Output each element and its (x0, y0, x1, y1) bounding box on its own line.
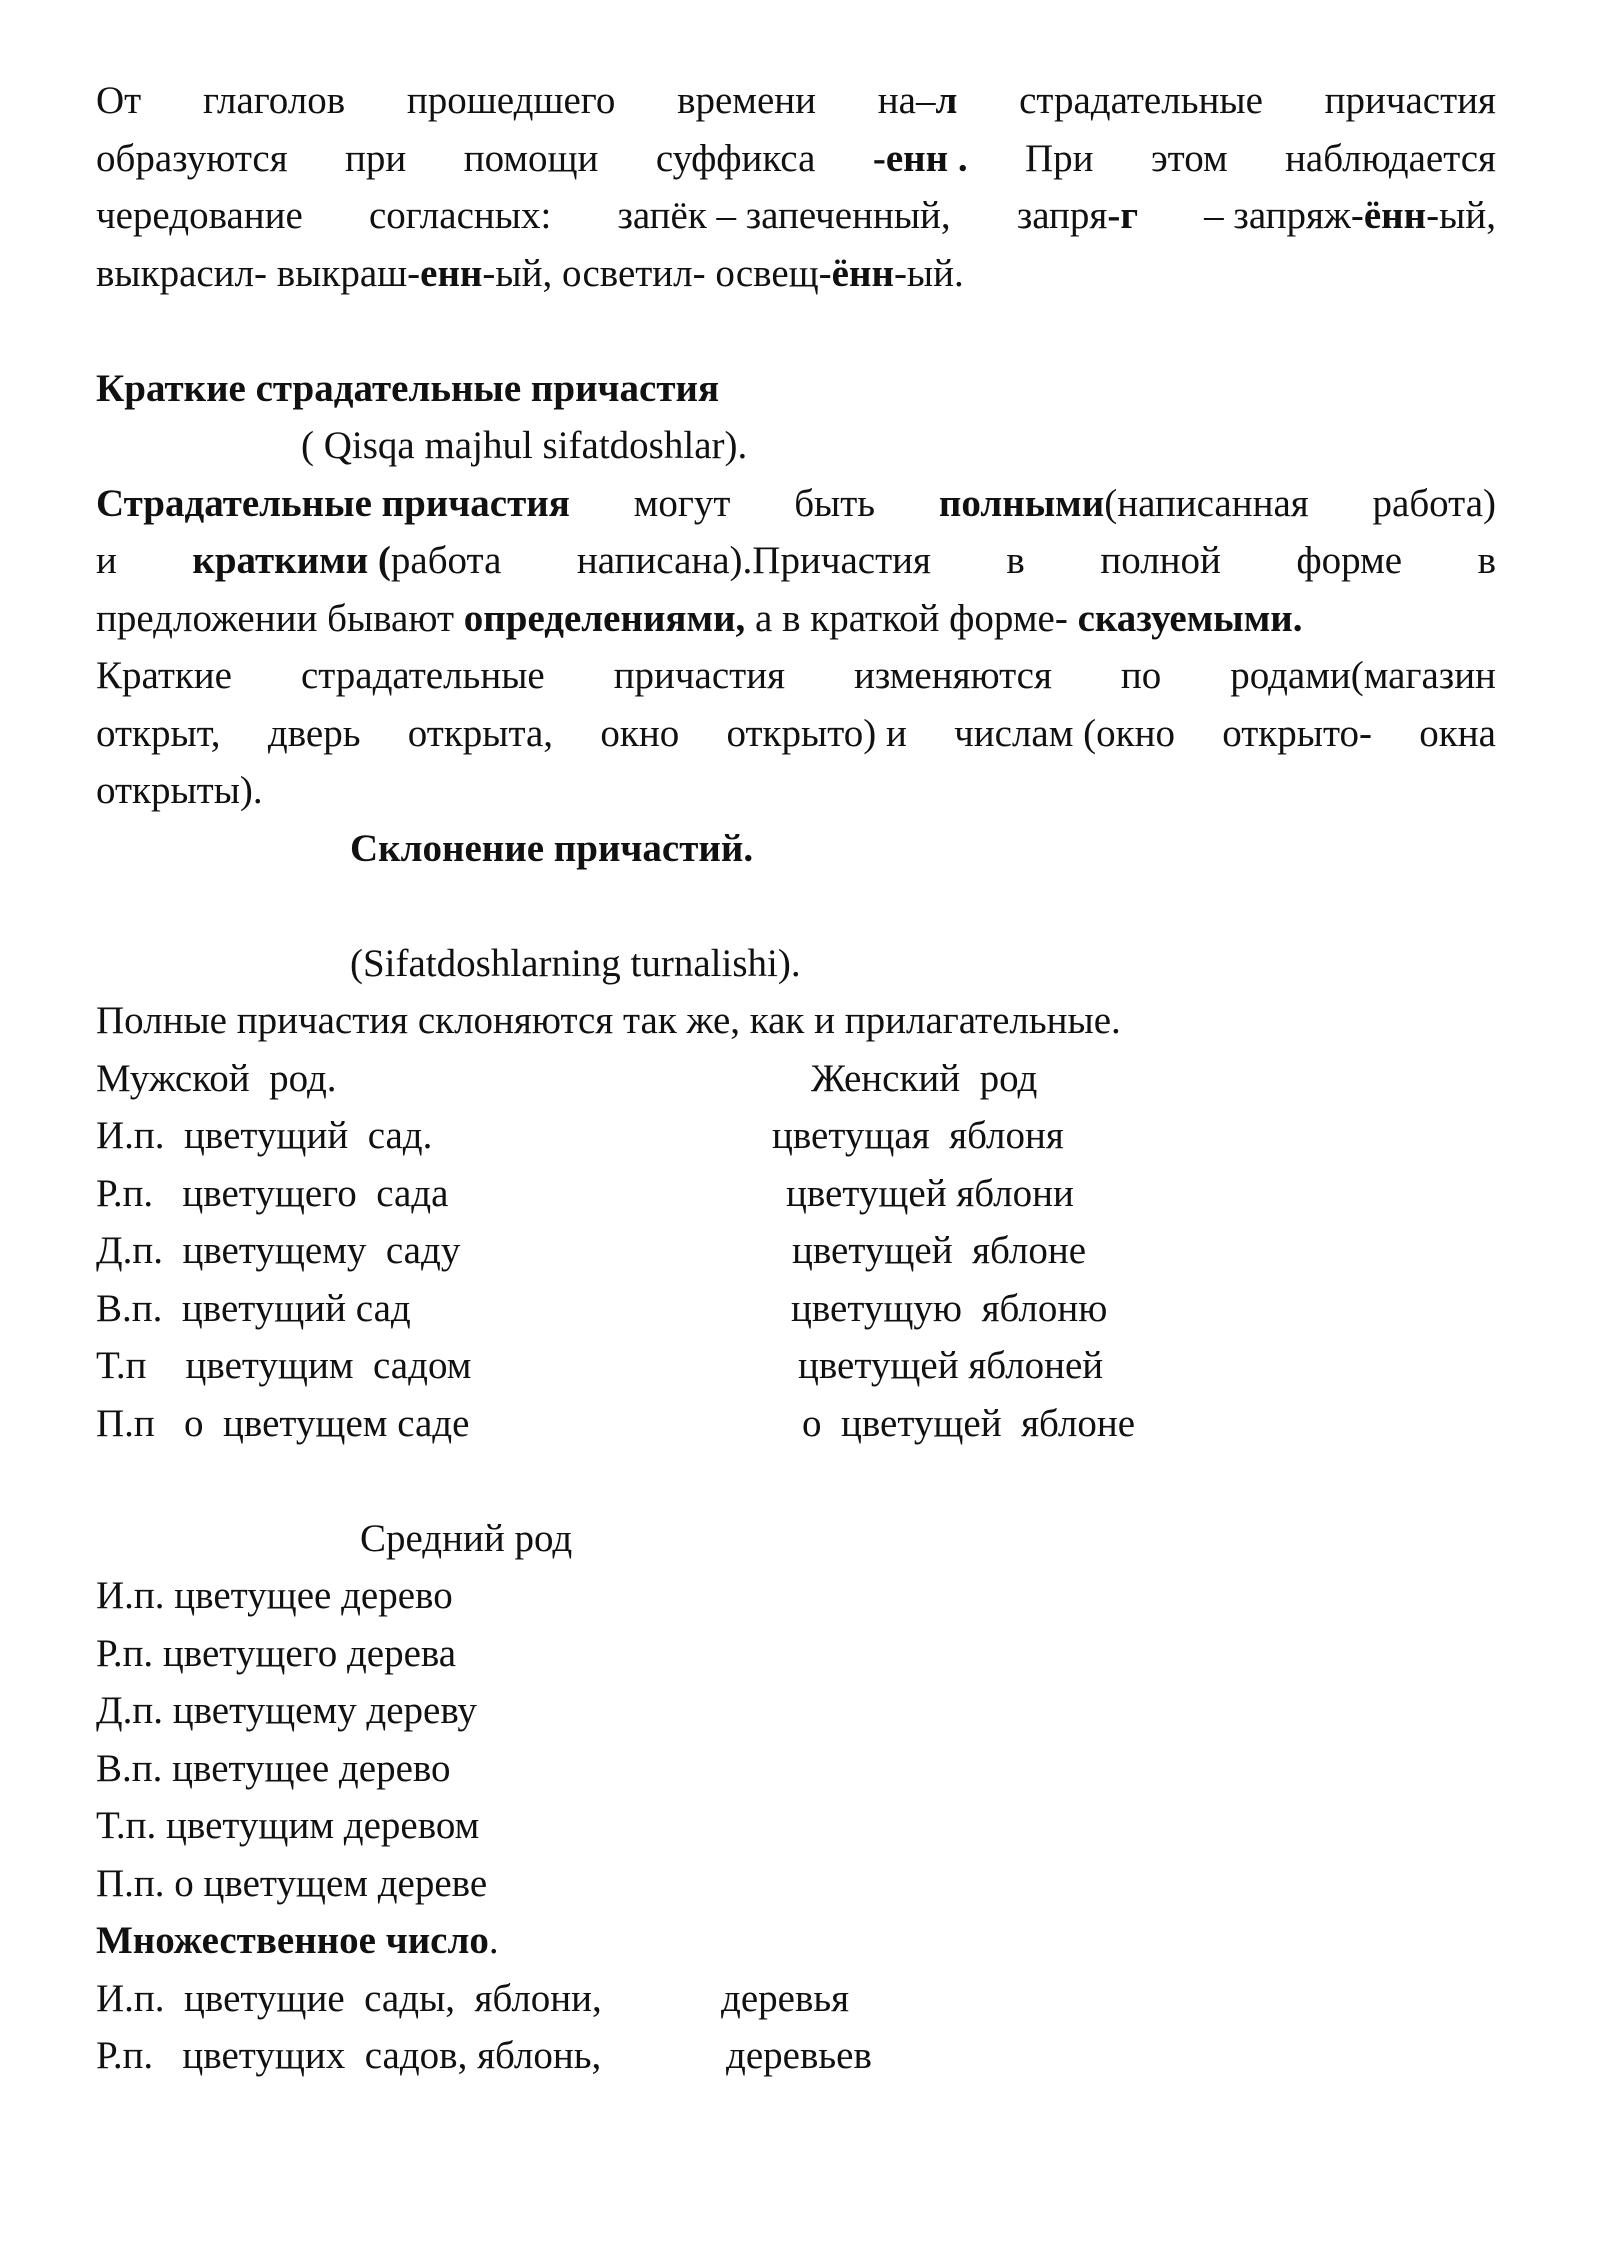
para2-line-1 (96, 647, 1496, 705)
text: наблюдается (1285, 136, 1496, 180)
text: числам (окно (954, 711, 1175, 755)
text: окно (600, 711, 680, 755)
text: времени (677, 79, 817, 122)
table-row (96, 1395, 1496, 1453)
section-subtitle: (Sifatdoshlarning turnalishi). (350, 941, 801, 985)
neuter-form: И.п. цветущее дерево (96, 1574, 453, 1617)
text: окна (1419, 711, 1496, 755)
neuter-form: Т.п. цветущим деревом (96, 1804, 480, 1847)
text: дверь (267, 711, 361, 755)
masculine-form: Т.п цветущим садом (96, 1344, 472, 1387)
intro-line-4: выкрасил- выкраш-енн-ый, осветил- освещ-ённ-ый. (96, 251, 964, 295)
gender-headers (96, 1050, 1496, 1108)
plural-form: И.п. цветущие сады, яблони, (96, 1976, 602, 2020)
declension-intro: Полные причастия склоняются так же, как и прилагательные. (96, 999, 1121, 1042)
text: страдательные (300, 654, 545, 697)
text: – запряж-ённ-ый, (1204, 194, 1496, 237)
feminine-header: Женский род (811, 1056, 1038, 1100)
text: причастия (1324, 79, 1496, 122)
text: глаголов (202, 79, 346, 122)
plural-header: Множественное число. (96, 1919, 499, 1962)
text: чередование (96, 194, 303, 237)
feminine-form: цветущей яблоней (798, 1344, 1104, 1387)
para1-line-2 (96, 532, 1496, 590)
text: причастия (613, 654, 786, 697)
text: прошедшего (406, 79, 616, 122)
plural-row (96, 1970, 1496, 2028)
plural-form: деревьев (726, 2034, 872, 2077)
text: и (96, 539, 117, 582)
section-subtitle: ( Qisqa majhul sifatdoshlar). (301, 424, 748, 467)
table-row (96, 1280, 1496, 1338)
text: полной (1100, 539, 1221, 582)
para2-line-3: открыты). (96, 769, 263, 812)
plural-form: деревья (721, 1976, 850, 2020)
feminine-form: цветущей яблоне (792, 1229, 1087, 1272)
text: От (96, 79, 142, 122)
intro-line-3 (96, 187, 1496, 245)
text: открыт, (96, 711, 221, 755)
text: этом (1150, 136, 1228, 180)
text: образуются (96, 136, 288, 180)
text: Краткие (96, 654, 232, 697)
suffix-enn: -енн . (872, 136, 968, 180)
para1-line-1 (96, 475, 1496, 533)
neuter-form: Р.п. цветущего дерева (96, 1631, 457, 1675)
text: могут (633, 481, 731, 525)
masculine-form: И.п. цветущий сад. (96, 1114, 433, 1157)
text: суффикса (655, 136, 816, 180)
text: в (1477, 539, 1496, 582)
neuter-header: Средний род (360, 1516, 573, 1560)
table-row (96, 1165, 1496, 1223)
masculine-form: Р.п. цветущего сада (96, 1171, 449, 1215)
table-row (96, 1337, 1496, 1395)
section-title-short-participles: Краткие страдательные причастия (96, 366, 720, 410)
masculine-form: П.п о цветущем саде (96, 1401, 470, 1445)
masculine-form: Д.п. цветущему саду (96, 1229, 461, 1272)
plural-row (96, 2027, 1496, 2085)
spacer (96, 302, 1496, 360)
feminine-form: о цветущей яблоне (802, 1401, 1136, 1445)
masculine-header: Мужской род. (96, 1056, 337, 1100)
text: запёк – запеченный, (617, 194, 951, 237)
text: краткими (работа (192, 539, 502, 582)
feminine-form: цветущую яблоню (791, 1286, 1108, 1330)
text: открыто) и (726, 711, 907, 755)
neuter-form: В.п. цветущее дерево (96, 1746, 451, 1790)
section-title-declension: Склонение причастий. (350, 826, 754, 870)
spacer (96, 1452, 1496, 1510)
text: страдательные (1019, 79, 1263, 122)
text: при (345, 136, 407, 180)
text: При (1024, 136, 1094, 180)
plural-form: Р.п. цветущих садов, яблонь, (96, 2034, 602, 2077)
table-row (96, 1222, 1496, 1280)
document-page (96, 72, 1496, 2085)
masculine-form: В.п. цветущий сад (96, 1286, 411, 1330)
text: помощи (463, 136, 599, 180)
text: открыто- (1222, 711, 1372, 755)
text: по (1120, 654, 1162, 697)
feminine-form: цветущей яблони (786, 1171, 1074, 1215)
para2-line-2 (96, 705, 1496, 763)
feminine-form: цветущая яблоня (772, 1114, 1064, 1157)
text: написана).Причастия (576, 539, 931, 582)
text: работа) (1372, 481, 1496, 525)
text: в (1006, 539, 1025, 582)
text: родами(магазин (1230, 654, 1496, 697)
text: форме (1296, 539, 1403, 582)
text: согласных: (368, 194, 552, 237)
text: полными(написанная (938, 481, 1309, 525)
intro-line-2 (96, 130, 1496, 188)
spacer (96, 877, 1496, 935)
text: запря-г (1016, 194, 1139, 237)
text: на–л (877, 79, 958, 122)
intro-line-1 (96, 72, 1496, 130)
text: Страдательные причастия (96, 481, 570, 525)
neuter-form: Д.п. цветущему дереву (96, 1689, 477, 1732)
text: быть (794, 481, 876, 525)
neuter-form: П.п. о цветущем дереве (96, 1861, 488, 1905)
table-row (96, 1107, 1496, 1165)
text: изменяются (853, 654, 1052, 697)
para1-line-3: предложении бывают определениями, а в краткой форме- сказуемыми. (96, 596, 1303, 640)
text: открыта, (407, 711, 554, 755)
